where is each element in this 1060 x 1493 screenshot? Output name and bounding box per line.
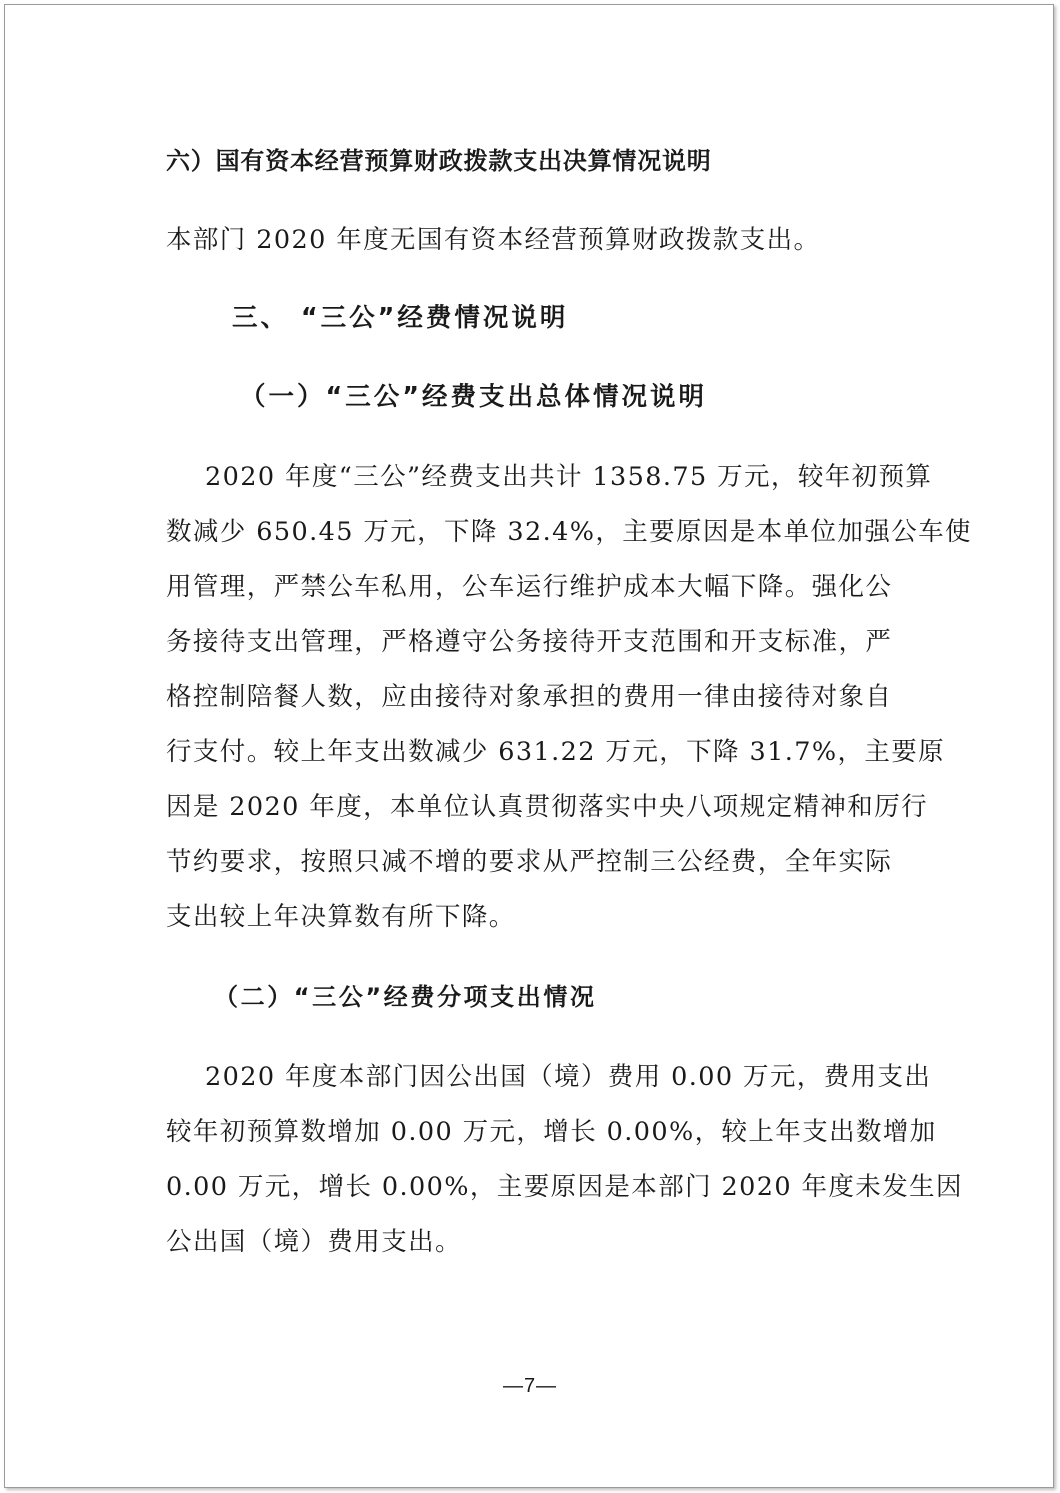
paragraph-line: 支出较上年决算数有所下降。 <box>166 902 516 932</box>
paragraph-line: 格控制陪餐人数，应由接待对象承担的费用一律由接待对象自 <box>166 682 893 712</box>
paragraph-line: 2020 年度本部门因公出国（境）费用 0.00 万元，费用支出 <box>205 1062 932 1092</box>
paragraph-line: 节约要求，按照只减不增的要求从严控制三公经费，全年实际 <box>166 847 893 877</box>
paragraph-line: 务接待支出管理，严格遵守公务接待开支范围和开支标准，严 <box>166 627 893 657</box>
paragraph-line: 2020 年度“三公”经费支出共计 1358.75 万元，较年初预算 <box>205 462 933 492</box>
paragraph-line: 较年初预算数增加 0.00 万元，增长 0.00%，较上年支出数增加 <box>166 1117 937 1147</box>
paragraph-line: 用管理，严禁公车私用，公车运行维护成本大幅下降。强化公 <box>166 572 893 602</box>
paragraph-line: 行支付。较上年支出数减少 631.22 万元，下降 31.7%，主要原 <box>166 737 946 767</box>
paragraph-line: 因是 2020 年度，本单位认真贯彻落实中央八项规定精神和厉行 <box>166 792 929 822</box>
heading-subsection-two: （二）“三公”经费分项支出情况 <box>214 983 597 1011</box>
paragraph-line: 0.00 万元，增长 0.00%，主要原因是本部门 2020 年度未发生因 <box>166 1172 963 1202</box>
paragraph-line: 数减少 650.45 万元，下降 32.4%，主要原因是本单位加强公车使 <box>166 517 972 547</box>
heading-section-three: 三、 “三公”经费情况说明 <box>232 303 569 333</box>
page-number: —7— <box>502 1375 558 1397</box>
heading-subsection-one: （一）“三公”经费支出总体情况说明 <box>240 382 708 412</box>
paragraph-line: 公出国（境）费用支出。 <box>166 1227 462 1257</box>
heading-section-six: 六）国有资本经营预算财政拨款支出决算情况说明 <box>166 147 712 175</box>
paragraph-section-six: 本部门 2020 年度无国有资本经营预算财政拨款支出。 <box>166 225 821 255</box>
